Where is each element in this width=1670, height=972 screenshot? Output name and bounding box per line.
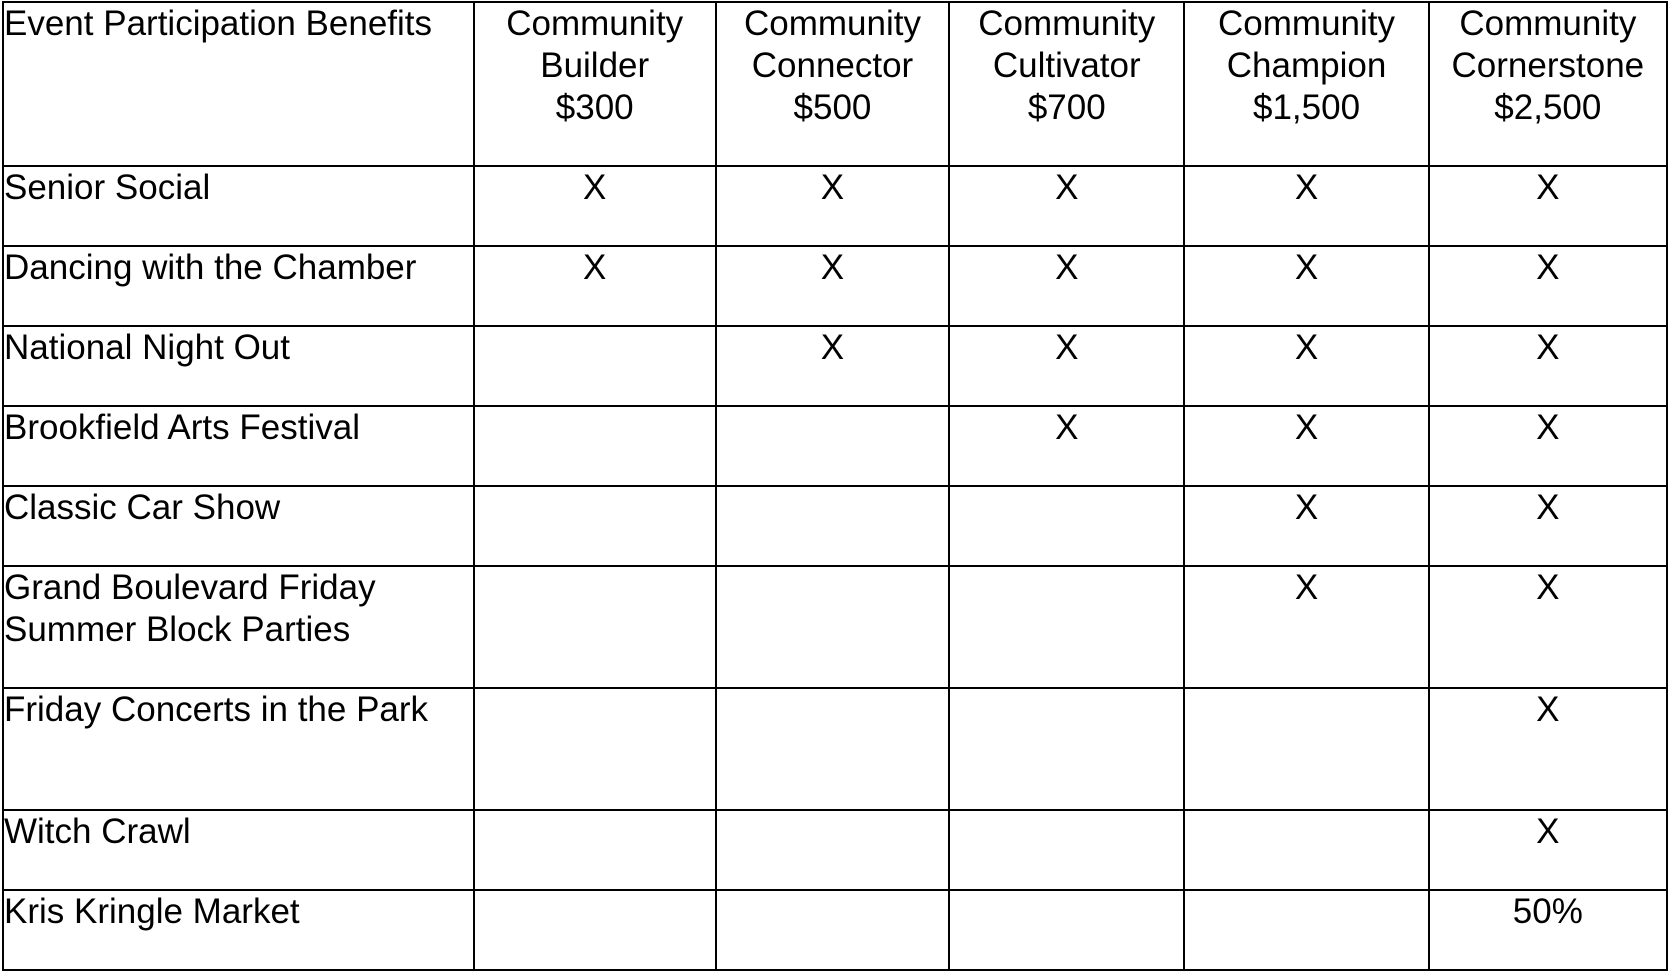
table-row [3,326,1667,406]
tier-name-line1: Community [978,4,1156,43]
benefit-mark-cell: X [949,166,1184,246]
table-row [3,406,1667,486]
table-row [3,486,1667,566]
table-row [3,246,1667,326]
header-label-cell [3,2,474,166]
benefit-mark-cell: X [716,246,949,326]
benefit-mark-cell [474,326,716,406]
tier-name-line1: Community [1218,4,1396,43]
table-row [3,890,1667,970]
benefit-mark-cell [716,406,949,486]
table-row [3,166,1667,246]
tier-name-line1: Community [506,4,684,43]
tier-price: $2,500 [1494,88,1602,127]
event-name-cell: Grand Boulevard Friday Summer Block Parties [3,566,474,688]
header-label: Event Participation Benefits [4,4,433,43]
tier-header-champion [1184,2,1428,166]
benefit-mark-cell [949,566,1184,688]
benefit-mark-cell: X [716,326,949,406]
table-row [3,566,1667,688]
benefit-mark-cell [1184,688,1428,810]
benefit-mark-cell: X [1429,810,1667,890]
tier-name-line1: Community [743,4,921,43]
benefits-table [2,1,1668,971]
benefit-mark-cell: X [1429,166,1667,246]
event-name-cell: Kris Kringle Market [3,890,474,970]
benefit-mark-cell: X [949,246,1184,326]
benefit-mark-cell: X [1184,406,1428,486]
event-name-cell: National Night Out [3,326,474,406]
benefit-mark-cell: X [1429,688,1667,810]
event-name-cell: Dancing with the Chamber [3,246,474,326]
tier-price: $700 [1027,88,1106,127]
benefit-mark-cell: 50% [1429,890,1667,970]
benefit-mark-cell: X [474,246,716,326]
benefit-mark-cell [474,688,716,810]
benefit-mark-cell: X [1184,246,1428,326]
benefit-mark-cell [716,810,949,890]
benefit-mark-cell [949,810,1184,890]
event-name-cell: Senior Social [3,166,474,246]
benefit-mark-cell: X [1184,166,1428,246]
event-name-cell: Brookfield Arts Festival [3,406,474,486]
tier-header-cultivator [949,2,1184,166]
tier-name-line2: Cornerstone [1451,46,1645,85]
benefit-mark-cell [474,890,716,970]
tier-name-line1: Community [1459,4,1637,43]
benefit-mark-cell [1184,890,1428,970]
benefit-mark-cell: X [1184,326,1428,406]
benefit-mark-cell [716,566,949,688]
event-name-cell: Witch Crawl [3,810,474,890]
tier-price: $300 [555,88,634,127]
benefit-mark-cell: X [1429,406,1667,486]
benefit-mark-cell [1184,810,1428,890]
benefit-mark-cell [949,486,1184,566]
benefit-mark-cell [716,486,949,566]
benefit-mark-cell [716,688,949,810]
benefit-mark-cell: X [1429,326,1667,406]
tier-header-builder [474,2,716,166]
benefit-mark-cell [474,566,716,688]
table-row [3,688,1667,810]
benefit-mark-cell: X [949,326,1184,406]
benefit-mark-cell [474,486,716,566]
benefit-mark-cell [474,810,716,890]
benefit-mark-cell [949,688,1184,810]
benefit-mark-cell: X [1429,566,1667,688]
benefit-mark-cell: X [716,166,949,246]
tier-header-cornerstone [1429,2,1667,166]
tier-header-connector [716,2,949,166]
tier-price: $500 [793,88,872,127]
benefit-mark-cell: X [1184,566,1428,688]
tier-name-line2: Connector [751,46,914,85]
tier-name-line2: Builder [540,46,650,85]
benefit-mark-cell: X [1429,246,1667,326]
tier-name-line2: Cultivator [992,46,1141,85]
tier-name-line2: Champion [1226,46,1387,85]
benefit-mark-cell [949,890,1184,970]
benefit-mark-cell: X [1429,486,1667,566]
benefit-mark-cell: X [474,166,716,246]
tier-price: $1,500 [1253,88,1361,127]
benefit-mark-cell: X [949,406,1184,486]
table-header-row [3,2,1667,166]
benefit-mark-cell: X [1184,486,1428,566]
benefit-mark-cell [716,890,949,970]
event-name-cell: Friday Concerts in the Park [3,688,474,810]
table-row [3,810,1667,890]
event-name-cell: Classic Car Show [3,486,474,566]
benefit-mark-cell [474,406,716,486]
